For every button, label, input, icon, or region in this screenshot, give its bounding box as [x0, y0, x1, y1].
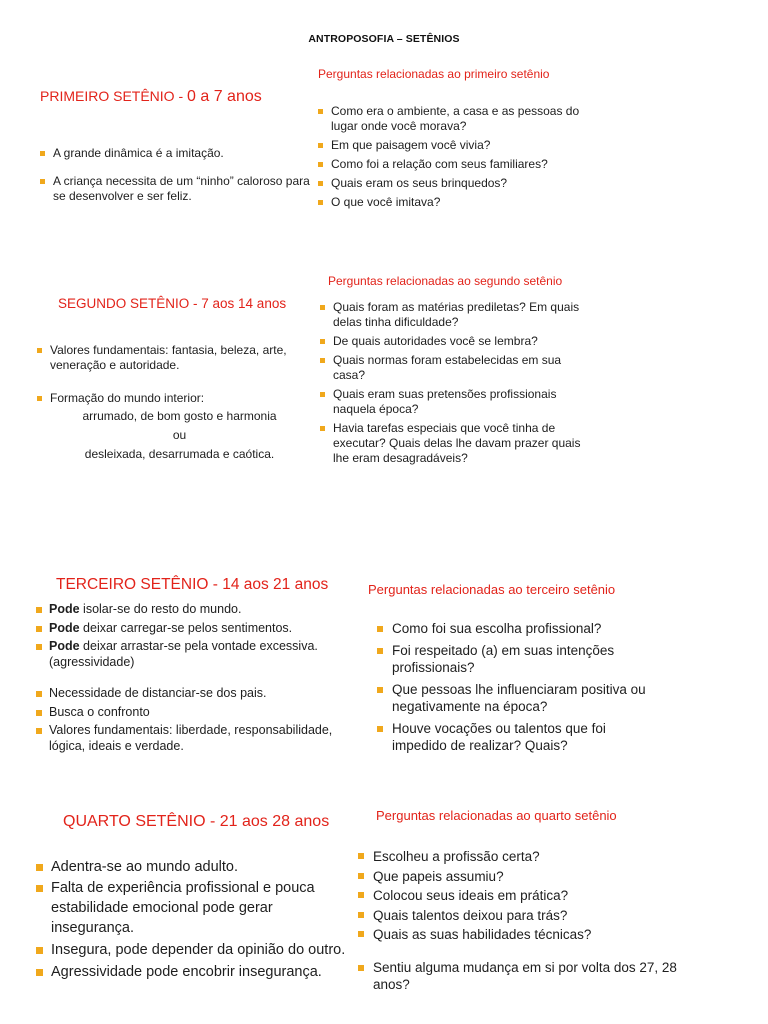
list-item: Insegura, pode depender da opinião do outro.	[36, 940, 351, 960]
list-item: Adentra-se ao mundo adulto.	[36, 857, 356, 877]
questions-terceiro	[368, 582, 668, 755]
list-item: Sentiu alguma mudança em si por volta dos 27, 28 anos?	[358, 959, 683, 993]
list-item: Agressividade pode encobrir insegurança.	[36, 962, 356, 982]
section-primeiro	[40, 88, 310, 204]
section-heading	[40, 88, 310, 106]
list-item: Falta de experiência profissional e pouca estabilidade emocional pode gerar insegurança.	[36, 878, 356, 938]
section-heading: SEGUNDO SETÊNIO - 7 aos 14 anos	[58, 296, 287, 311]
section-quarto	[36, 813, 356, 982]
option-line: desleixada, desarrumada e caótica.	[84, 447, 275, 461]
list-item: Valores fundamentais: liberdade, responsabilidade, lógica, ideais e verdade.	[36, 723, 339, 754]
list-item: Quais normas foram estabelecidas em sua casa?	[320, 353, 585, 383]
section-heading: QUARTO SETÊNIO - 21 aos 28 anos	[63, 813, 330, 830]
list-item: Formação do mundo interior:	[37, 391, 322, 406]
list-item: A grande dinâmica é a imitação.	[40, 146, 310, 161]
list-item: Quais eram suas pretensões profissionais naquela época?	[320, 387, 585, 417]
list-item: Havia tarefas especiais que você tinha de executar? Quais delas lhe davam prazer quais lhe eram desagradáveis?	[320, 421, 585, 466]
bullet-list	[40, 146, 310, 204]
questions-header: Perguntas relacionadas ao terceiro setênio	[368, 582, 616, 597]
list-item: De quais autoridades você se lembra?	[320, 334, 585, 349]
list-item: Colocou seus ideais em prática?	[358, 886, 678, 906]
list-item: Que papeis assumiu?	[358, 867, 678, 887]
list-item: Valores fundamentais: fantasia, beleza, arte, veneração e autoridade.	[37, 343, 325, 373]
item-text: isolar-se do resto do mundo.	[79, 602, 242, 616]
option-line: arrumado, de bom gosto e harmonia	[82, 409, 277, 423]
questions-primeiro	[318, 67, 618, 210]
bullet-list	[37, 343, 322, 406]
questions-quarto	[358, 808, 678, 993]
list-item: Quais eram os seus brinquedos?	[318, 176, 618, 191]
section-segundo	[37, 296, 322, 464]
bullet-list	[36, 857, 356, 982]
list-item: Busca o confronto	[36, 705, 361, 721]
questions-segundo	[320, 274, 600, 466]
list-item: Houve vocações ou talentos que foi impedido de realizar? Quais?	[377, 720, 662, 755]
option-line: ou	[172, 428, 187, 442]
bold-word: Pode	[49, 620, 80, 635]
list-item	[36, 621, 361, 637]
bullet-list	[320, 300, 585, 466]
list-item: Quais foram as matérias prediletas? Em quais delas tinha dificuldade?	[320, 300, 585, 330]
list-item: Necessidade de distanciar-se dos pais.	[36, 686, 361, 702]
list-item: A criança necessita de um “ninho” caloroso para se desenvolver e ser feliz.	[40, 174, 310, 204]
list-item: Como era o ambiente, a casa e as pessoas do lugar onde você morava?	[318, 104, 581, 134]
item-text: deixar arrastar-se pela vontade excessiva. (agressividade)	[49, 639, 318, 669]
bullet-list	[368, 620, 662, 755]
bullet-list	[36, 602, 361, 670]
bold-word: Pode	[49, 639, 80, 653]
heading-main: PRIMEIRO SETÊNIO -	[40, 88, 188, 104]
bullet-list	[318, 104, 618, 210]
heading-age: 0 a 7 anos	[187, 88, 262, 105]
list-item: Como foi sua escolha profissional?	[377, 620, 662, 638]
list-item: Quais talentos deixou para trás?	[358, 906, 678, 926]
page-title: ANTROPOSOFIA – SETÊNIOS	[308, 33, 460, 45]
section-terceiro	[36, 576, 361, 754]
list-item: O que você imitava?	[318, 195, 618, 210]
questions-header: Perguntas relacionadas ao quarto setênio	[376, 808, 617, 823]
section-heading: TERCEIRO SETÊNIO - 14 aos 21 anos	[56, 576, 329, 593]
list-item	[36, 639, 361, 670]
questions-header: Perguntas relacionadas ao segundo setênio	[328, 274, 563, 288]
bullet-list	[358, 847, 678, 993]
interior-options	[37, 407, 322, 464]
list-item: Em que paisagem você vivia?	[318, 138, 618, 153]
list-item: Que pessoas lhe influenciaram positiva ou negativamente na época?	[377, 681, 662, 716]
bullet-list	[36, 686, 361, 754]
questions-header: Perguntas relacionadas ao primeiro setênio	[318, 67, 550, 81]
list-item: Como foi a relação com seus familiares?	[318, 157, 618, 172]
bold-word: Pode	[49, 602, 80, 616]
list-item: Quais as suas habilidades técnicas?	[358, 925, 678, 945]
list-item: Foi respeitado (a) em suas intenções profissionais?	[377, 642, 647, 677]
list-item	[36, 602, 361, 618]
list-item: Escolheu a profissão certa?	[358, 847, 678, 867]
item-text: deixar carregar-se pelos sentimentos.	[79, 620, 293, 635]
